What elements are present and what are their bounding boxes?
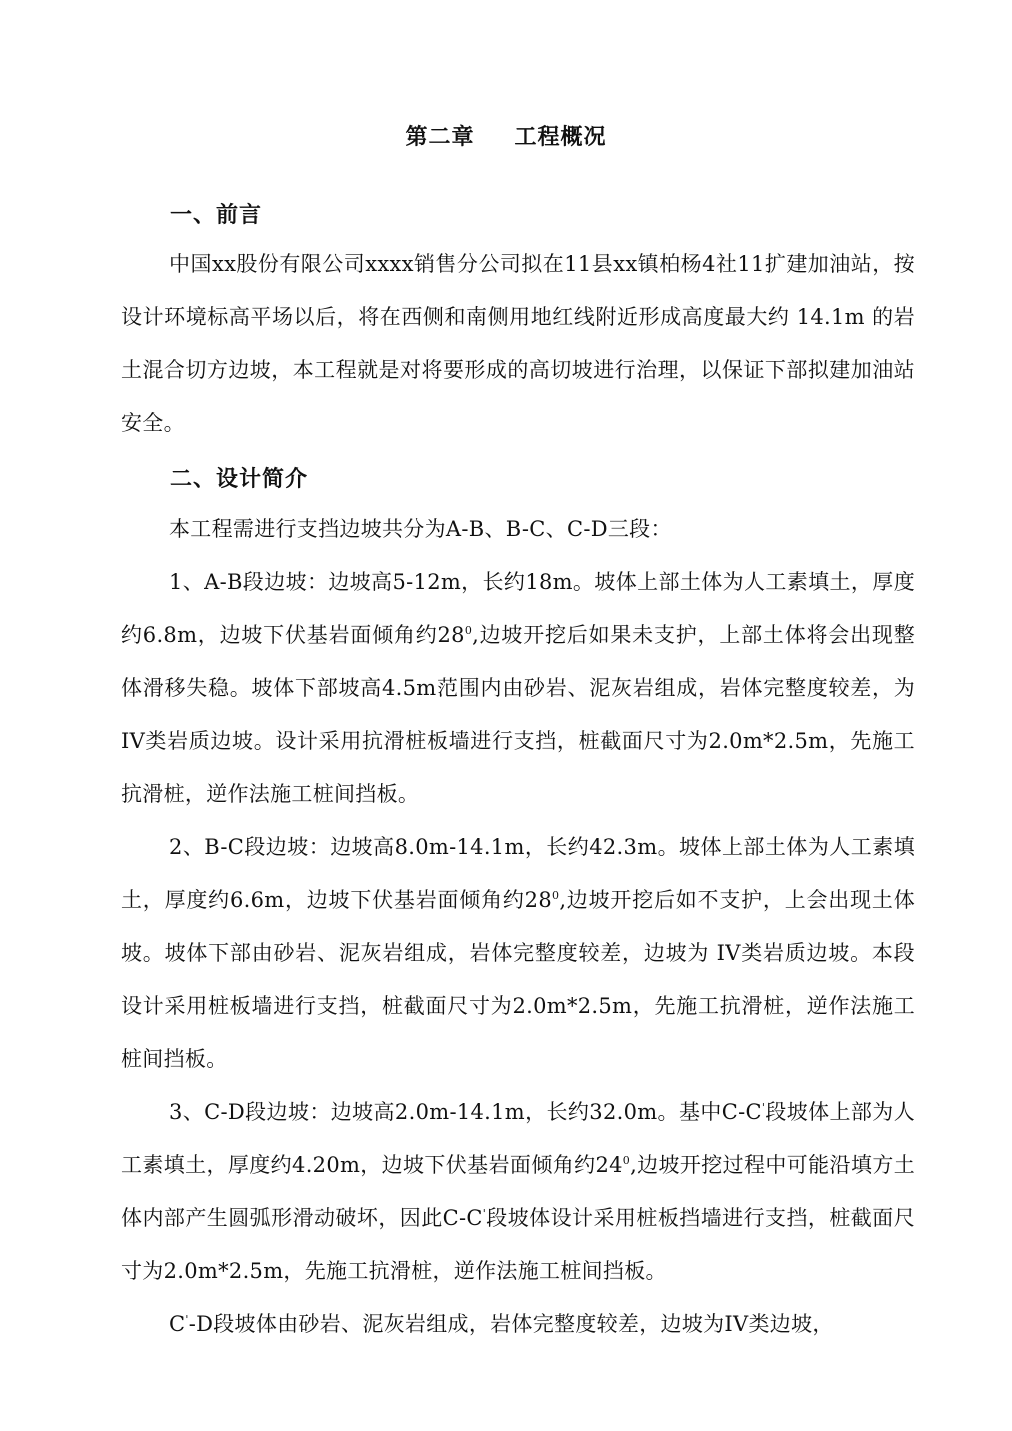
segment-ab-text-2: ,边坡开挖后如果未支护，上部土体将会出现整体滑移失稳。坡体下部坡高4.5m范围内由砂岩、泥灰岩组成，岩体完整度较差，为IV类岩质边坡。设计采用抗滑桩板墙进行支挡，桩截面尺寸为2.0m*2.5m，先施工抗滑桩，逆作法施工桩间挡板。 [121, 623, 915, 806]
segment-c-prime-d-text-1: C [169, 1312, 186, 1336]
degree-mark: 0 [464, 624, 473, 637]
prime-mark: ' [185, 1313, 189, 1326]
chapter-title [0, 120, 1012, 151]
preface-paragraph: 中国xx股份有限公司xxxx销售分公司拟在11县xx镇柏杨4社11扩建加油站，按设计环境标高平场以后，将在西侧和南侧用地红线附近形成高度最大约 14.1m 的岩土混合切方边坡，本工程就是对将要形成的高切坡进行治理，以保证下部拟建加油站安全。 [121, 252, 915, 435]
segment-cd-text-2: 段坡体上部为人工素填土，厚度约4.20m，边坡下伏基岩面倾角约24 [121, 1100, 915, 1177]
segment-ab-paragraph [121, 556, 915, 821]
segment-bc-text-1: 2、B-C段边坡：边坡高8.0m-14.1m，长约42.3m。坡体上部土体为人工素填土，厚度约6.6m，边坡下伏基岩面倾角约28 [121, 835, 915, 912]
segment-bc-paragraph [121, 821, 915, 1086]
section-heading-design: 二、设计简介 [170, 467, 309, 492]
segment-cd-text-1: 3、C-D段边坡：边坡高2.0m-14.1m，长约32.0m。基中C-C [169, 1100, 762, 1124]
segment-bc-text-2: ,边坡开挖后如不支护，上会出现土体坡。坡体下部由砂岩、泥灰岩组成，岩体完整度较差，边坡为 IV类岩质边坡。本段设计采用桩板墙进行支挡，桩截面尺寸为2.0m*2.5m，先施工抗滑桩，逆作法施工桩间挡板。 [121, 888, 915, 1071]
degree-mark: 0 [622, 1154, 631, 1167]
segment-c-prime-d-paragraph [121, 1298, 915, 1351]
prime-mark: ' [482, 1207, 487, 1220]
chapter-number: 第二章 [405, 125, 475, 150]
chapter-name: 工程概况 [514, 125, 607, 150]
section-heading-preface: 一、前言 [170, 203, 263, 228]
segment-cd-paragraph [121, 1086, 915, 1298]
segment-cd-text-3: ,边坡开挖过程中可能沿填方土体内部产生圆弧形滑动破坏，因此C-C [121, 1153, 915, 1230]
design-intro-paragraph: 本工程需进行支挡边坡共分为A-B、B-C、C-D三段： [169, 517, 672, 541]
preface-body [121, 238, 915, 450]
design-body [121, 503, 915, 1351]
segment-c-prime-d-text-2: -D段坡体由砂岩、泥灰岩组成，岩体完整度较差，边坡为IV类边坡， [188, 1312, 834, 1336]
degree-mark: 0 [552, 889, 560, 902]
prime-mark: ' [761, 1101, 766, 1114]
segment-ab-text-1: 1、A-B段边坡：边坡高5-12m，长约18m。坡体上部土体为人工素填土，厚度约6.8m，边坡下伏基岩面倾角约28 [121, 570, 915, 647]
segment-cd-text-4: 段坡体设计采用桩板挡墙进行支挡，桩截面尺寸为2.0m*2.5m，先施工抗滑桩，逆作法施工桩间挡板。 [121, 1206, 915, 1283]
